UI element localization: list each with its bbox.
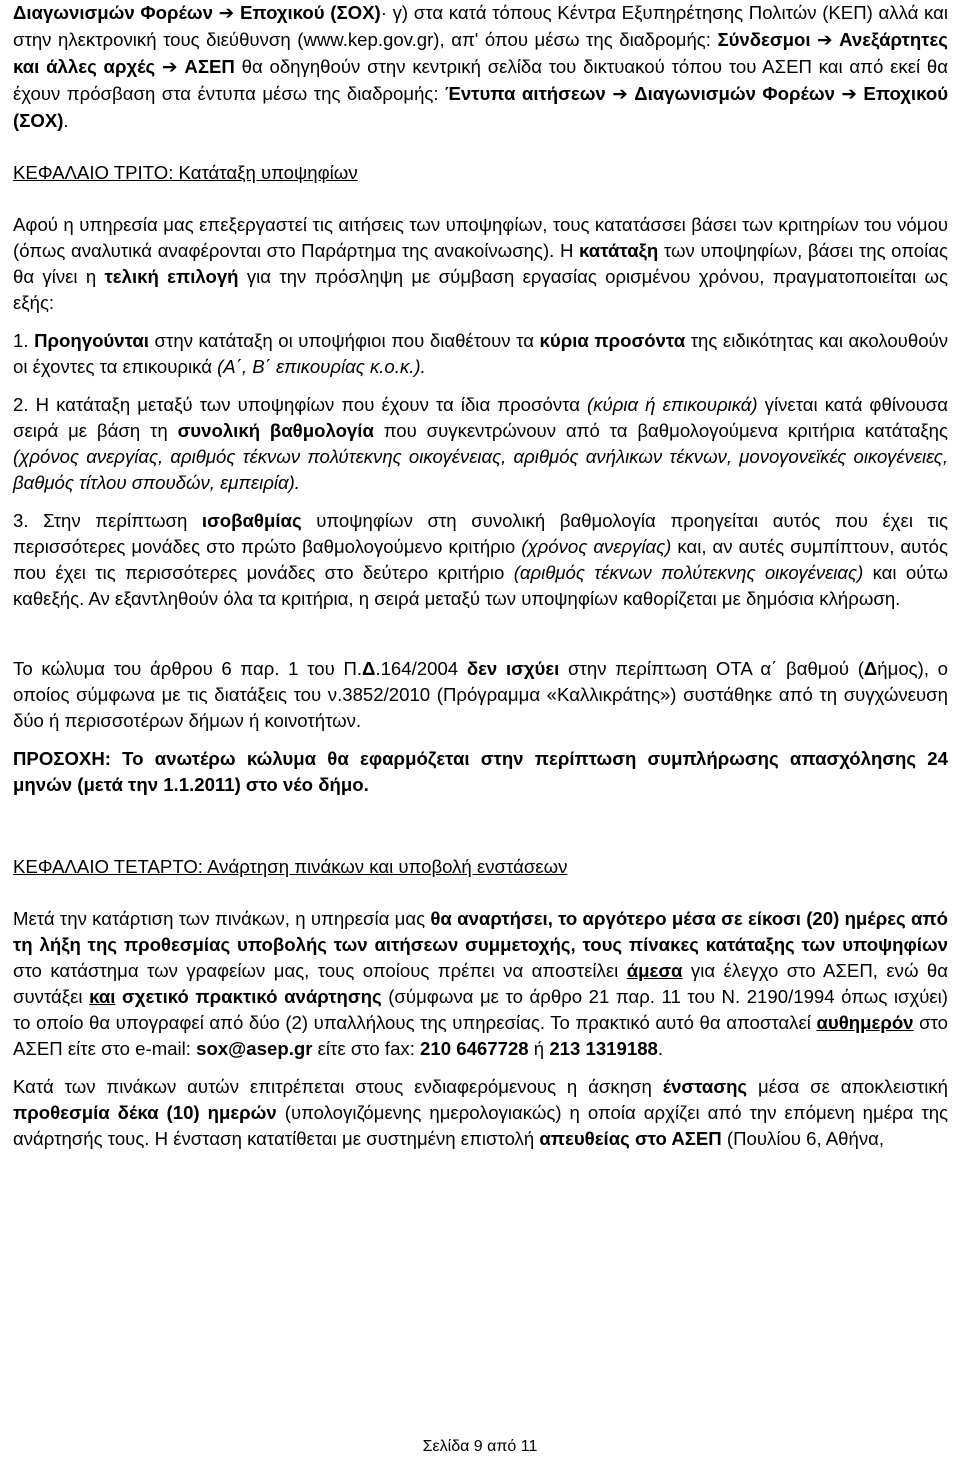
page-number: Σελίδα 9 από 11 (422, 1438, 538, 1455)
bold-text: Εποχικού (ΣΟΧ) (239, 2, 381, 23)
arrow-icon: ➔ (218, 3, 235, 24)
bold-text: Εποχικού (ΣΟΧ) (13, 83, 949, 131)
ch4-paragraph-2: Κατά των πινάκων αυτών επιτρέπεται στους ενδιαφερόμενους η άσκηση ένστασης μέσα σε αποκλειστική προθεσμία δέκα (10) ημερών (υπολογιζόμενης ημερολογιακώς) η οποία αρχίζει από την επόμενη ημέρα της ανάρτησής τους. Η ένσταση κατατίθεται με συστημένη επιστολή απευθείας στο ΑΣΕΠ (Πουλίου 6, Αθήνα, (13, 1076, 948, 1149)
arrow-icon: ➔ (841, 84, 857, 105)
notice-box (13, 656, 948, 798)
attention-note: ΠΡΟΣΟΧΗ: Το ανωτέρω κώλυμα θα εφαρμόζεται στην περίπτωση συμπλήρωσης απασχόλησης 24 μηνών (μετά την 1.1.2011) στο νέο δήμο. (13, 748, 948, 795)
ch3-item-2: 2. Η κατάταξη μεταξύ των υποψηφίων που έχουν τα ίδια προσόντα (κύρια ή επικουρικά) γίνεται κατά φθίνουσα σειρά με βάση τη συνολική βαθμολογία που συγκεντρώνουν από τα βαθμολογούμενα κριτήρια κατάταξης (χρόνος ανεργίας, αριθμός τέκνων πολύτεκνης οικογένειας, αριθμός ανήλικων τέκνων, μονογονεϊκές οικογένειες, βαθμός τίτλου σπουδών, εμπειρία). (13, 394, 948, 493)
intro-paragraph: Διαγωνισμών Φορέων ➔ Εποχικού (ΣΟΧ)· γ) στα κατά τόπους Κέντρα Εξυπηρέτησης Πολιτών (ΚΕΠ) αλλά και στην ηλεκτρονική τους διεύθυνση (www.kep.gov.gr), απ' όπου μέσω της διαδρομής: Σύνδεσμοι ➔ Ανεξάρτητες και άλλες αρχές ➔ ΑΣΕΠ θα οδηγηθούν στην κεντρική σελίδα του δικτυακού τόπου του ΑΣΕΠ και από εκεί θα έχουν πρόσβαση στα έντυπα μέσω της διαδρομής: Έντυπα αιτήσεων ➔ Διαγωνισμών Φορέων ➔ Εποχικού (ΣΟΧ). (13, 2, 949, 131)
arrow-icon: ➔ (162, 57, 178, 78)
bold-text: Διαγωνισμών Φορέων (13, 2, 213, 23)
ch4-paragraph-1: Μετά την κατάρτιση των πινάκων, η υπηρεσία μας θα αναρτήσει, το αργότερο μέσα σε είκοσι (20) ημέρες από τη λήξη της προθεσμίας υποβολής των αιτήσεων συμμετοχής, τους πίνακες κατάταξης των υποψηφίων στο κατάστημα των γραφείων μας, τους οποίους πρέπει να αποστείλει άμεσα για έλεγχο στο ΑΣΕΠ, ενώ θα συντάξει και σχετικό πρακτικό ανάρτησης (σύμφωνα με το άρθρο 21 παρ. 11 του Ν. 2190/1994 όπως ισχύει) το οποίο θα υπογραφεί από δύο (2) υπαλλήλους της υπηρεσίας. Το πρακτικό αυτό θα αποσταλεί αυθημερόν στο ΑΣΕΠ είτε στο e-mail: sox@asep.gr είτε στο fax: 210 6467728 ή 213 1319188. (13, 908, 949, 1059)
ch3-item-1: 1. Προηγούνται στην κατάταξη οι υποψήφιοι που διαθέτουν τα κύρια προσόντα της ειδικότητας και ακολουθούν οι έχοντες τα επικουρικά (Α΄, Β΄ επικουρίας κ.ο.κ.). (13, 330, 948, 377)
bold-text: Έντυπα αιτήσεων (444, 83, 606, 104)
arrow-icon: ➔ (612, 84, 628, 105)
ch3-paragraph: Αφού η υπηρεσία μας επεξεργαστεί τις αιτήσεις των υποψηφίων, τους κατατάσσει βάσει των κριτηρίων του νόμου (όπως αναλυτικά αναφέρονται στο Παράρτημα της ανακοίνωσης). Η κατάταξη των υποψηφίων, βάσει της οποίας θα γίνει η τελική επιλογή για την πρόσληψη με σύμβαση εργασίας ορισμένου χρόνου, πραγματοποιείται ως εξής: (13, 214, 948, 313)
document-page (13, 0, 948, 1152)
notice-paragraph: Το κώλυμα του άρθρου 6 παρ. 1 του Π.Δ.164/2004 δεν ισχύει στην περίπτωση ΟΤΑ α΄ βαθμού (Δήμος), ο οποίος σύμφωνα με τις διατάξεις του ν.3852/2010 (Πρόγραμμα «Καλλικράτης») συστάθηκε από τη συγχώνευση δύο ή περισσοτέρων δήμων ή κοινοτήτων. (13, 658, 949, 731)
bold-text: Ανεξάρτητες και άλλες αρχές (13, 29, 948, 77)
chapter-4-heading: ΚΕΦΑΛΑΙΟ ΤΕΤΑΡΤΟ: Ανάρτηση πινάκων και υποβολή ενστάσεων (13, 856, 568, 877)
arrow-icon: ➔ (817, 30, 833, 51)
bold-text: ΑΣΕΠ (184, 56, 235, 77)
email-address: sox@asep.gr (196, 1038, 313, 1059)
ch3-item-3: 3. Στην περίπτωση ισοβαθμίας υποψηφίων στη συνολική βαθμολογία προηγείται αυτός που έχει τις περισσότερες μονάδες στο πρώτο βαθμολογούμενο κριτήριο (χρόνος ανεργίας) και, αν αυτές συμπίπτουν, αυτός που έχει τις περισσότερες μονάδες στο δεύτερο κριτήριο (αριθμός τέκνων πολύτεκνης οικογένειας) και ούτω καθεξής. Αν εξαντληθούν όλα τα κριτήρια, η σειρά μεταξύ των υποψηφίων καθορίζεται με δημόσια κλήρωση. (13, 510, 949, 609)
fax-number: 210 6467728 (420, 1038, 529, 1059)
chapter-3-heading: ΚΕΦΑΛΑΙΟ ΤΡΙΤΟ: Κατάταξη υποψηφίων (13, 162, 358, 183)
bold-text: Σύνδεσμοι (717, 29, 811, 50)
bold-text: Διαγωνισμών Φορέων (634, 83, 835, 104)
fax-number: 213 1319188 (549, 1038, 658, 1059)
